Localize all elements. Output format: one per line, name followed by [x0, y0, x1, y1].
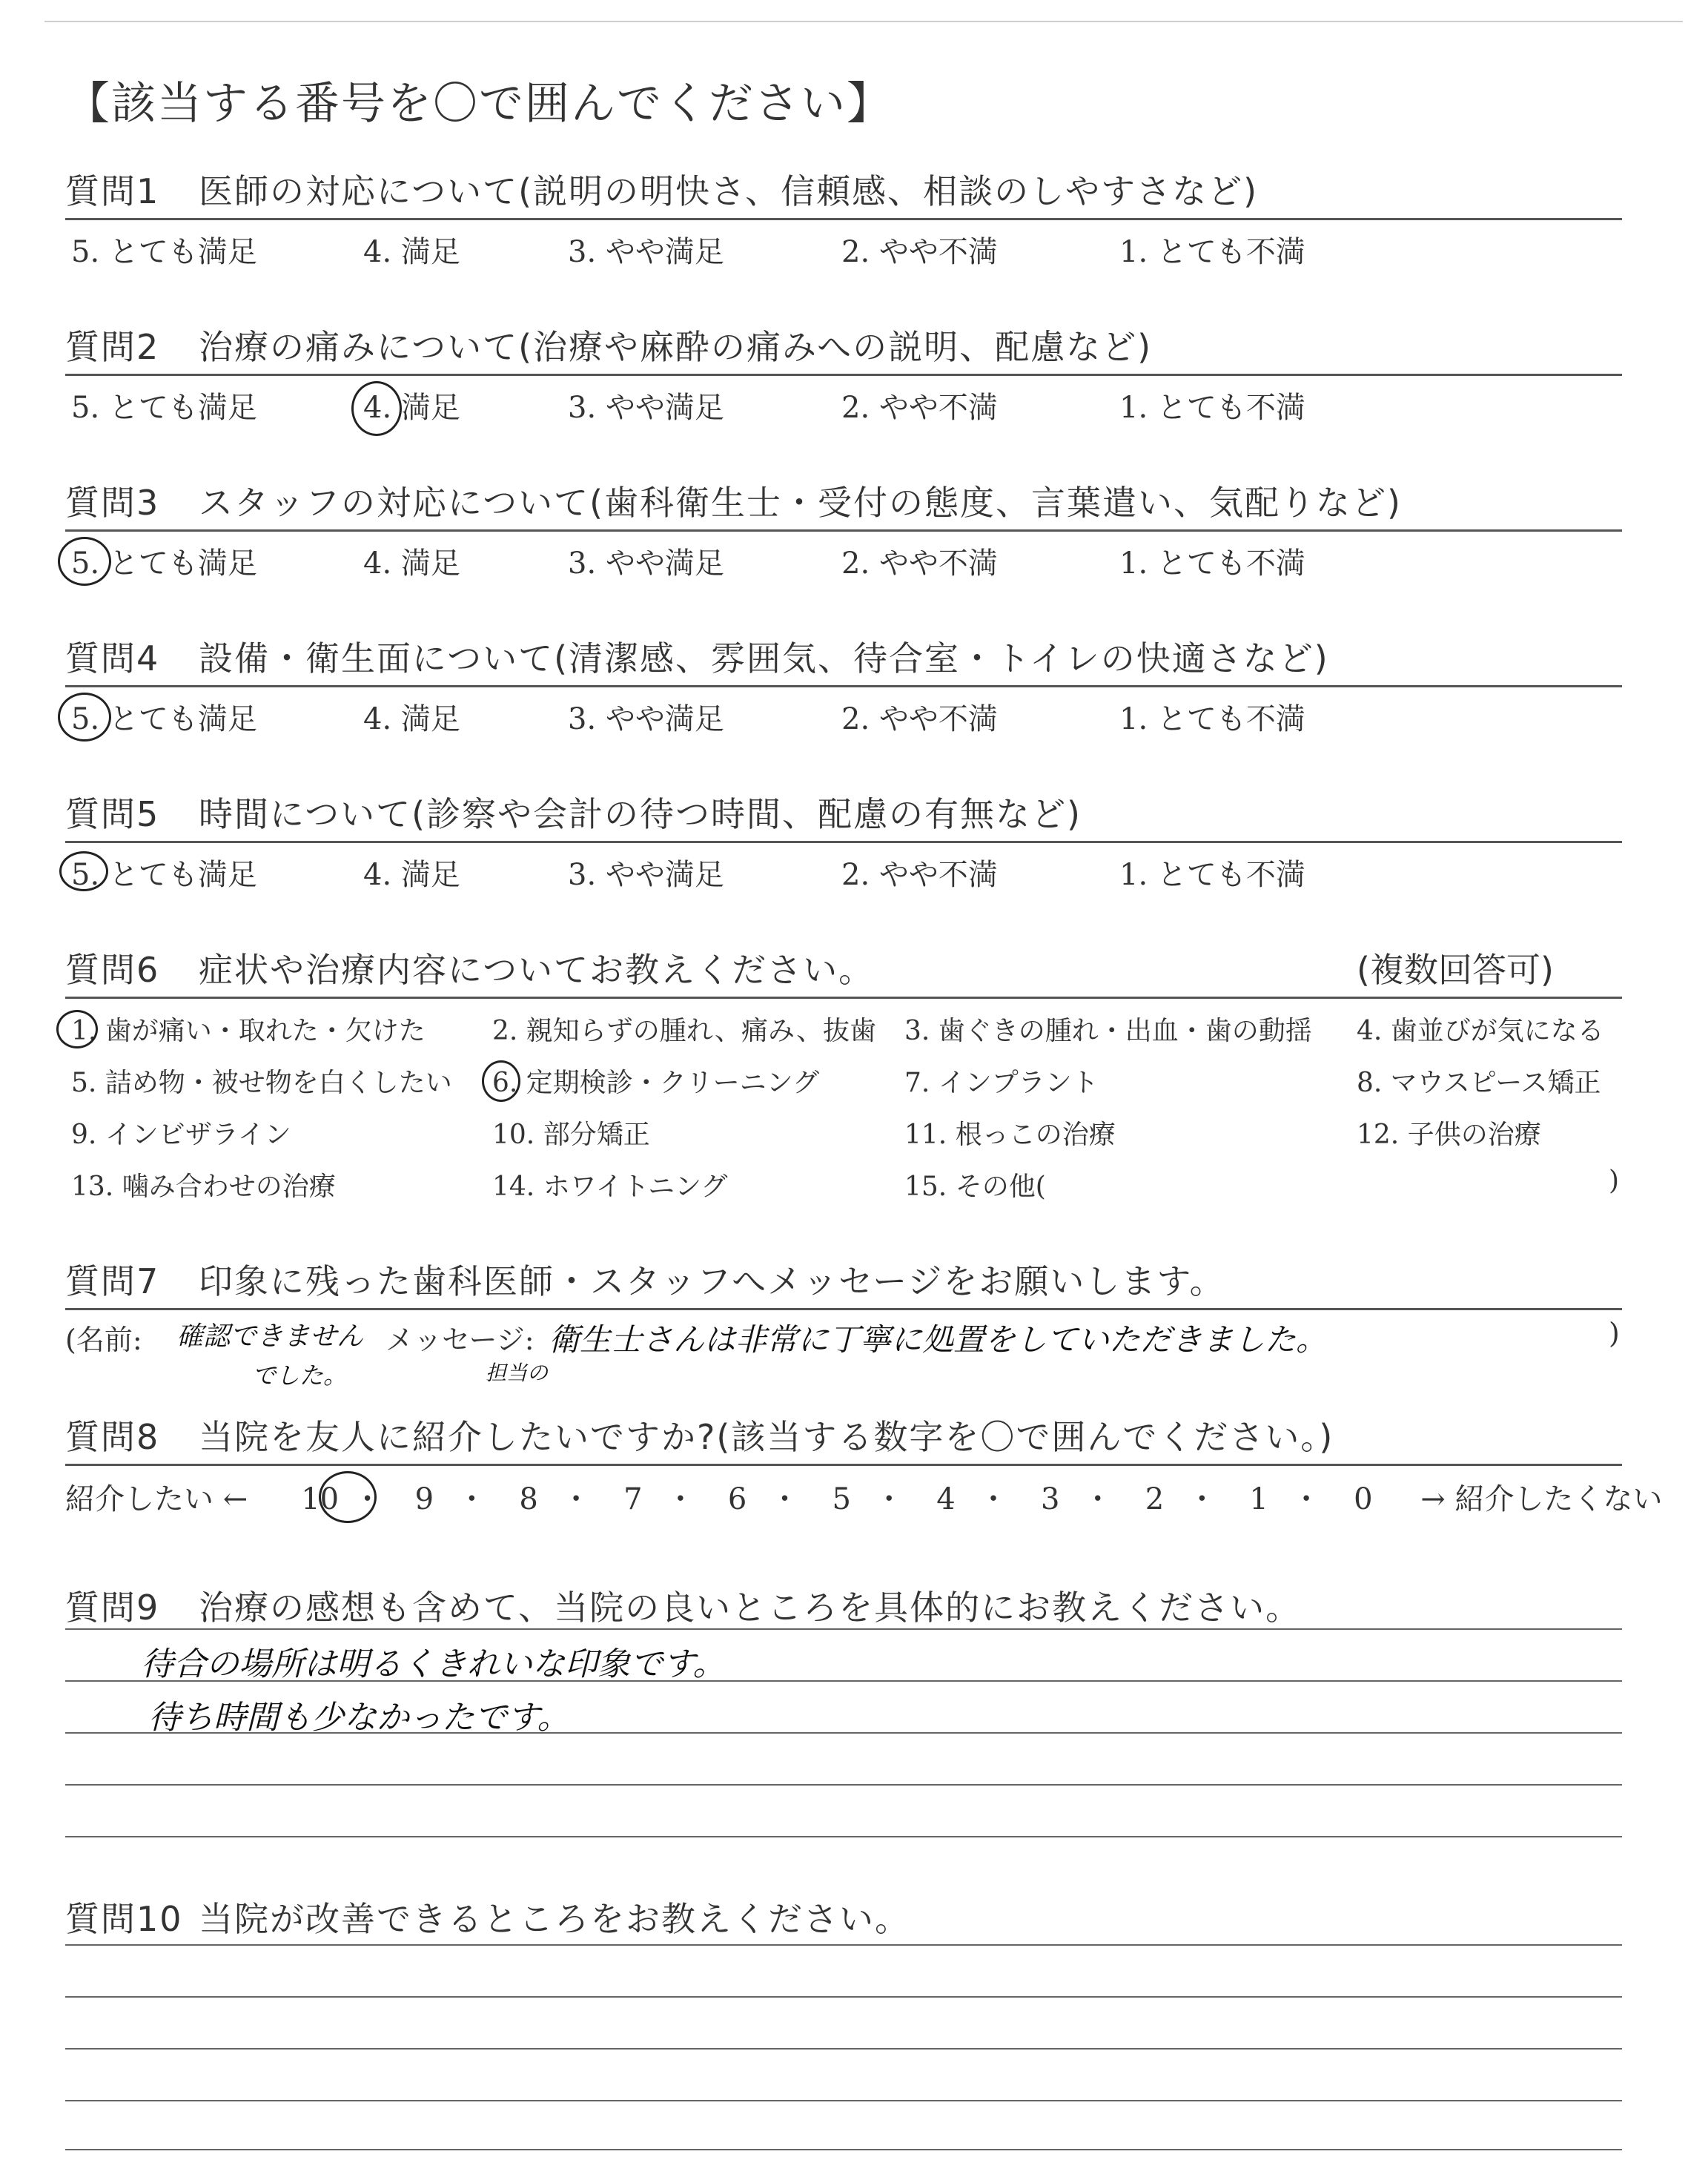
question-8-rule [65, 1464, 1622, 1466]
q10-line-3 [65, 2048, 1622, 2050]
q6-option-4[interactable]: 4. 歯並びが気になる [1357, 1016, 1604, 1046]
question-7-rule [65, 1308, 1622, 1310]
q4-option-3[interactable]: 3. やや満足 [568, 702, 724, 736]
q6-option-1[interactable]: 1. 歯が痛い・取れた・欠けた [71, 1016, 426, 1046]
question-1-rule [65, 218, 1622, 220]
q8-number-2[interactable]: 2 [1145, 1482, 1165, 1516]
q6-option-8[interactable]: 8. マウスピース矯正 [1357, 1068, 1601, 1098]
q1-option-3[interactable]: 3. やや満足 [568, 235, 724, 269]
q6-option-13[interactable]: 13. 噛み合わせの治療 [71, 1172, 336, 1202]
q6-selected-circle-1 [56, 1010, 98, 1048]
question-9: 質問9 治療の感想も含めて、当院の良いところを具体的にお教えください。 [65, 1588, 1302, 1628]
question-6-rule [65, 997, 1622, 999]
q8-number-10[interactable]: 10 [301, 1482, 340, 1516]
q9-line-5 [65, 1836, 1622, 1837]
q5-selected-circle [59, 851, 108, 891]
question-1: 質問1 医師の対応について(説明の明快さ、信頼感、相談のしやすさなど) [65, 171, 1259, 211]
q8-number-7[interactable]: 7 [623, 1482, 643, 1516]
q8-number-0[interactable]: 0 [1354, 1482, 1373, 1516]
q6-option-7[interactable]: 7. インプラント [904, 1068, 1099, 1098]
q7-message-handwritten: 衛生士さんは非常に丁寧に処置をしていただきました。 [549, 1321, 1328, 1358]
q1-option-1[interactable]: 1. とても不満 [1119, 235, 1305, 269]
q9-line-3 [65, 1732, 1622, 1734]
q6-option-11[interactable]: 11. 根っこの治療 [904, 1120, 1116, 1150]
q9-line-4 [65, 1784, 1622, 1786]
q7-close: ) [1609, 1317, 1620, 1350]
q4-option-5[interactable]: 5. とても満足 [71, 702, 257, 736]
question-6: 質問6 症状や治療内容についてお教えください。 [65, 950, 875, 990]
q1-option-4[interactable]: 4. 満足 [363, 235, 460, 269]
q10-line-4 [65, 2100, 1622, 2101]
q5-option-1[interactable]: 1. とても不満 [1119, 858, 1305, 892]
q6-selected-circle-6 [482, 1060, 520, 1102]
q6-multiple-note: (複数回答可) [1357, 950, 1554, 990]
q2-option-3[interactable]: 3. やや満足 [568, 391, 724, 425]
top-border [44, 21, 1683, 22]
question-5: 質問5 時間について(診察や会計の待つ時間、配慮の有無など) [65, 794, 1082, 834]
q1-option-5[interactable]: 5. とても満足 [71, 235, 257, 269]
q3-option-4[interactable]: 4. 満足 [363, 546, 460, 581]
q7-message-note: 担当の [486, 1361, 549, 1385]
q8-number-1[interactable]: 1 [1249, 1482, 1268, 1516]
q3-option-5[interactable]: 5. とても満足 [71, 546, 257, 581]
q10-line-5 [65, 2149, 1622, 2150]
q3-option-2[interactable]: 2. やや不満 [841, 546, 998, 581]
q7-name-handwritten: 確認できません [176, 1321, 364, 1352]
question-3: 質問3 スタッフの対応について(歯科衛生士・受付の態度、言葉遣い、気配りなど) [65, 483, 1402, 523]
q6-option-2[interactable]: 2. 親知らずの腫れ、痛み、抜歯 [492, 1016, 877, 1046]
question-3-rule [65, 529, 1622, 532]
q8-left-label: 紹介したい ← [65, 1482, 248, 1516]
q3-option-3[interactable]: 3. やや満足 [568, 546, 724, 581]
q4-selected-circle [58, 693, 111, 742]
q2-selected-circle [351, 381, 402, 436]
q8-scale: 紹介したい ← 10 ・ 9 ・ 8 ・ 7 ・ 6 ・ 5 ・ 4 ・ 3 ・ 2 ・ 1 ・ 0 → 紹介したくない [65, 1482, 1663, 1516]
question-2-rule [65, 374, 1622, 376]
question-4-rule [65, 685, 1622, 687]
q4-option-2[interactable]: 2. やや不満 [841, 702, 998, 736]
q5-option-3[interactable]: 3. やや満足 [568, 858, 724, 892]
q7-name-label: (名前: [65, 1324, 142, 1356]
q10-line-2 [65, 1996, 1622, 1998]
q2-option-5[interactable]: 5. とても満足 [71, 391, 257, 425]
q2-option-4[interactable]: 4. 満足 [363, 391, 460, 425]
question-10: 質問10 当院が改善できるところをお教えください。 [65, 1899, 910, 1939]
q6-option-15[interactable]: 15. その他( [904, 1172, 1046, 1202]
q6-option-3[interactable]: 3. 歯ぐきの腫れ・出血・歯の動揺 [904, 1016, 1312, 1046]
q8-number-9[interactable]: 9 [414, 1482, 434, 1516]
q5-option-2[interactable]: 2. やや不満 [841, 858, 998, 892]
q4-option-1[interactable]: 1. とても不満 [1119, 702, 1305, 736]
q7-name-handwritten-2: でした。 [252, 1361, 348, 1390]
q9-answer-2: 待ち時間も少なかったです。 [148, 1699, 570, 1737]
question-5-rule [65, 841, 1622, 843]
q2-option-1[interactable]: 1. とても不満 [1119, 391, 1305, 425]
q6-option-10[interactable]: 10. 部分矯正 [492, 1120, 650, 1150]
q8-number-5[interactable]: 5 [832, 1482, 851, 1516]
q8-number-6[interactable]: 6 [727, 1482, 747, 1516]
q9-line-1 [65, 1628, 1622, 1630]
q6-option-12[interactable]: 12. 子供の治療 [1357, 1120, 1541, 1150]
q8-selected-circle [319, 1471, 377, 1523]
q3-option-1[interactable]: 1. とても不満 [1119, 546, 1305, 581]
question-4: 質問4 設備・衛生面について(清潔感、雰囲気、待合室・トイレの快適さなど) [65, 638, 1329, 678]
q8-number-8[interactable]: 8 [519, 1482, 538, 1516]
q6-option-5[interactable]: 5. 詰め物・被せ物を白くしたい [71, 1068, 452, 1098]
q10-line-1 [65, 1944, 1622, 1946]
q8-right-label: → 紹介したくない [1420, 1482, 1663, 1516]
page-title: 【該当する番号を〇で囲んでください】 [65, 78, 893, 130]
q9-line-2 [65, 1680, 1622, 1682]
q5-option-4[interactable]: 4. 満足 [363, 858, 460, 892]
q7-message-label: メッセージ: [385, 1324, 534, 1356]
q2-option-2[interactable]: 2. やや不満 [841, 391, 998, 425]
q5-option-5[interactable]: 5. とても満足 [71, 858, 257, 892]
q8-number-3[interactable]: 3 [1040, 1482, 1060, 1516]
q6-option-6[interactable]: 6. 定期検診・クリーニング [492, 1068, 820, 1098]
question-7: 質問7 印象に残った歯科医師・スタッフへメッセージをお願いします。 [65, 1261, 1225, 1301]
question-2: 質問2 治療の痛みについて(治療や麻酔の痛みへの説明、配慮など) [65, 327, 1153, 367]
q6-option-15-close: ) [1609, 1166, 1620, 1196]
q1-option-2[interactable]: 2. やや不満 [841, 235, 998, 269]
q6-option-14[interactable]: 14. ホワイトニング [492, 1172, 728, 1202]
q4-option-4[interactable]: 4. 満足 [363, 702, 460, 736]
q6-option-9[interactable]: 9. インビザライン [71, 1120, 291, 1150]
question-8: 質問8 当院を友人に紹介したいですか?(該当する数字を〇で囲んでください。) [65, 1417, 1334, 1457]
q8-number-4[interactable]: 4 [936, 1482, 956, 1516]
q9-answer-1: 待合の場所は明るくきれいな印象です。 [141, 1645, 726, 1683]
q3-selected-circle [58, 537, 111, 586]
